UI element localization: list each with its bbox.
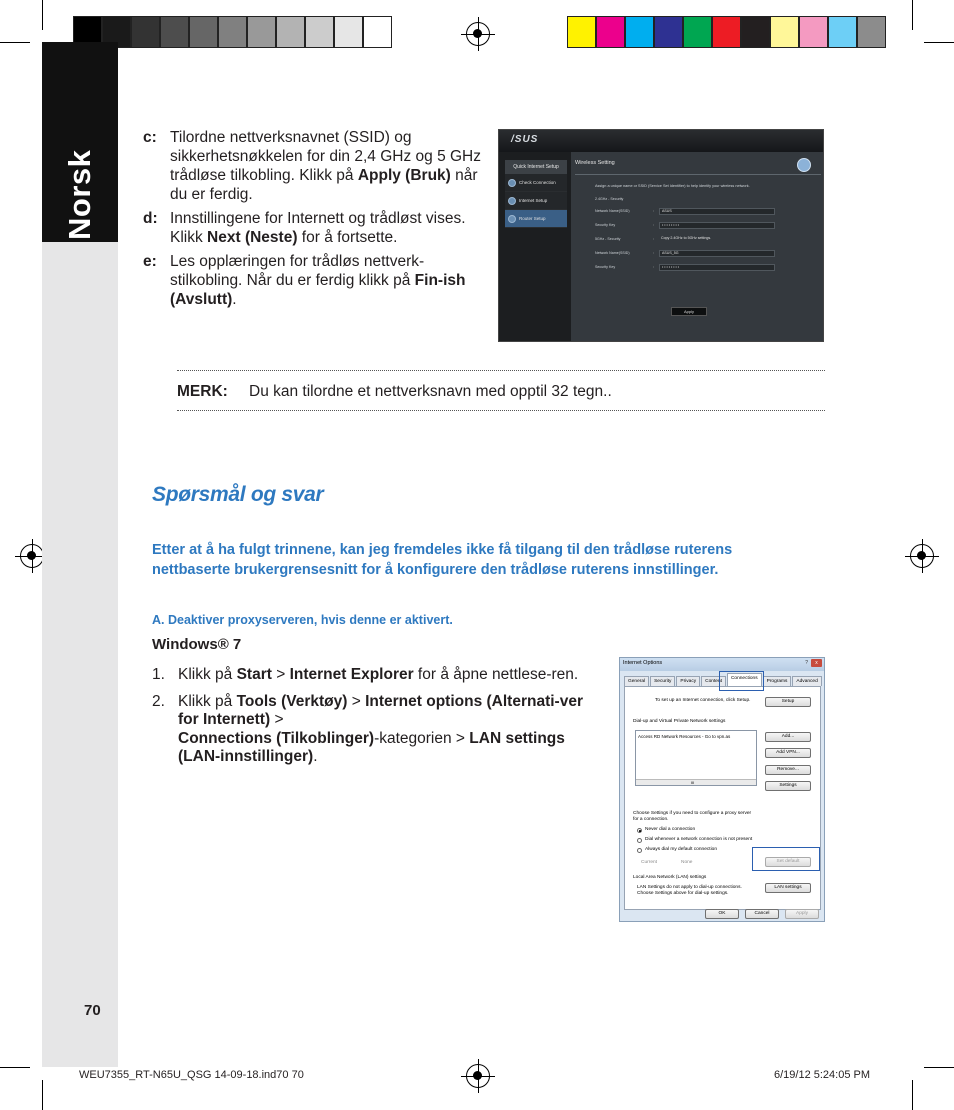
key-24-input[interactable]: • • • • • • • • — [659, 222, 775, 229]
step-list — [143, 128, 483, 314]
color-swatch — [305, 16, 334, 48]
asus-main-panel — [571, 152, 824, 342]
step-d — [143, 209, 483, 247]
color-swatch — [189, 16, 218, 48]
help-icon[interactable]: ? — [805, 660, 808, 666]
color-swatch — [683, 16, 712, 48]
current-label: Current — [641, 860, 657, 865]
color-swatch — [131, 16, 160, 48]
color-swatch — [334, 16, 363, 48]
step-c — [143, 128, 483, 204]
color-swatch — [741, 16, 770, 48]
current-value: None — [681, 860, 693, 865]
setup-text: To set up an Internet connection, click Setup. — [655, 698, 751, 703]
ssid-24-input[interactable]: ASUS — [659, 208, 775, 215]
asus-nav-item-check[interactable]: Check Connection — [505, 174, 567, 192]
step-text: Tilordne nettverksnavnet (SSID) og sikkerhetsnøkkelen for din 2,4 GHz og 5 GHz trådløse tilkobling. Klikk på Apply (Bruk) når du er ferdig. — [170, 129, 481, 203]
tab-general[interactable]: General — [624, 676, 649, 686]
color-swatch — [654, 16, 683, 48]
asus-nav-head: Quick Internet Setup — [505, 160, 567, 174]
internet-options-screenshot — [619, 657, 825, 922]
asus-nav — [505, 160, 567, 228]
copy-settings-checkbox[interactable]: Copy 2.4GHz to 5GHz settings. — [661, 236, 712, 240]
asus-row-ssid-24: Network Name(SSID) : ASUS — [595, 208, 775, 216]
sidebar-language-label: Norsk — [62, 149, 97, 240]
tab-advanced[interactable]: Advanced — [792, 676, 821, 686]
radio-dial-when[interactable] — [637, 838, 642, 843]
cancel-button[interactable]: Cancel — [745, 909, 779, 919]
numbered-step-list — [152, 666, 607, 775]
asus-description: Assign a unique name or SSID (Service Set Identifier) to help identify your wireless network. — [595, 184, 750, 188]
section-title: Spørsmål og svar — [152, 483, 324, 506]
asus-nav-item-router[interactable]: Router Setup — [505, 210, 567, 228]
crop-mark — [42, 1080, 43, 1110]
registration-mark-icon — [910, 544, 934, 568]
asus-panel-title: Wireless Setting — [575, 160, 615, 166]
close-icon[interactable]: x — [811, 659, 822, 667]
check-icon — [508, 179, 516, 187]
step-letter: d: — [143, 210, 158, 227]
radio-always-dial[interactable] — [637, 848, 642, 853]
footer-file-info: WEU7355_RT-N65U_QSG 14-09-18.ind70 70 — [79, 1069, 304, 1081]
router-icon — [508, 215, 516, 223]
tab-security[interactable]: Security — [650, 676, 675, 686]
add-button[interactable]: Add... — [765, 732, 811, 742]
color-swatch — [625, 16, 654, 48]
crop-mark — [912, 1080, 913, 1110]
note-divider-top — [177, 370, 825, 371]
color-swatch — [276, 16, 305, 48]
settings-button[interactable]: Settings — [765, 781, 811, 791]
globe-icon — [508, 197, 516, 205]
crop-mark — [0, 42, 30, 43]
asus-row-key-24: Security Key : • • • • • • • • — [595, 222, 775, 230]
add-vpn-button[interactable]: Add VPN... — [765, 748, 811, 758]
lan-settings-highlight — [752, 847, 820, 871]
ok-button[interactable]: OK — [705, 909, 739, 919]
step-letter: e: — [143, 253, 157, 270]
key-5g-input[interactable]: • • • • • • • • — [659, 264, 775, 271]
color-swatch-bar — [567, 16, 886, 48]
crop-mark — [42, 0, 43, 30]
crop-mark — [924, 42, 954, 43]
vpn-list[interactable] — [635, 730, 757, 786]
page-number: 70 — [84, 1002, 101, 1019]
home-icon[interactable] — [797, 158, 811, 172]
radio-never-label: Never dial a connection — [645, 827, 696, 832]
dialup-label: Dial-up and Virtual Private Network settings — [633, 719, 726, 724]
note-label: MERK: — [177, 383, 228, 400]
radio-never-dial[interactable] — [637, 828, 642, 833]
faq-answer-a: A. Deaktiver proxyserveren, hvis denne er aktivert. — [152, 613, 453, 627]
asus-wireless-setting-screenshot — [498, 129, 824, 342]
tab-programs[interactable]: Programs — [763, 676, 792, 686]
numbered-step-2: 2. Klikk på Tools (Verktøy) > Internet options (Alternati-ver for Internett) > Connections (Tilkoblinger)-kategorien > LAN settings (LAN-innstillinger). — [152, 692, 583, 765]
asus-logo: /SUS — [511, 134, 539, 145]
lan-label: Local Area Network (LAN) settings — [633, 875, 707, 880]
color-swatch — [363, 16, 392, 48]
footer-timestamp: 6/19/12 5:24:05 PM — [774, 1069, 871, 1081]
asus-row-ssid-5g: Network Name(SSID) : ASUS_5G — [595, 250, 775, 258]
color-swatch — [218, 16, 247, 48]
asus-nav-item-internet[interactable]: Internet Setup — [505, 192, 567, 210]
radio-dial-when-label: Dial whenever a network connection is not present — [645, 837, 753, 842]
color-swatch — [247, 16, 276, 48]
radio-always-label: Always dial my default connection — [645, 847, 717, 852]
horizontal-scrollbar[interactable]: III — [636, 779, 756, 785]
ssid-5g-input[interactable]: ASUS_5G — [659, 250, 775, 257]
tab-connections[interactable]: Connections — [727, 673, 762, 686]
crop-mark — [912, 0, 913, 30]
asus-row-24-heading: 2.4GHz - Security — [595, 197, 624, 201]
crop-mark — [0, 1067, 30, 1068]
registration-mark-icon — [20, 544, 44, 568]
remove-button[interactable]: Remove... — [765, 765, 811, 775]
faq-question: Etter at å ha fulgt trinnene, kan jeg fremdeles ikke få tilgang til den trådløse ruterens nettbaserte brukergrensesnitt for å konfigurere den trådløse ruterens innstillinger. — [152, 542, 733, 578]
step-text: Les opplæringen for trådløs nettverk-stilkobling. Når du er ferdig klikk på Fin-ish (Avslutt). — [170, 253, 466, 308]
gray-swatch-bar — [73, 16, 392, 48]
os-heading: Windows® 7 — [152, 636, 242, 653]
step-e — [143, 252, 483, 309]
tab-content[interactable]: Content — [701, 676, 726, 686]
connections-panel — [624, 686, 821, 910]
color-swatch — [160, 16, 189, 48]
registration-mark-icon — [466, 1064, 490, 1088]
crop-mark — [924, 1067, 954, 1068]
step-text: Innstillingene for Internett og trådløst vises. Klikk Next (Neste) for å fortsette. — [170, 210, 466, 246]
registration-mark-icon — [466, 22, 490, 46]
lan-text: LAN Settings do not apply to dial-up connections. Choose Settings above for dial-up settings. — [637, 885, 742, 896]
color-swatch — [828, 16, 857, 48]
setup-button[interactable]: Setup — [765, 697, 811, 707]
divider — [575, 174, 821, 175]
set-default-button[interactable]: Set default — [765, 857, 811, 867]
asus-header — [499, 130, 823, 152]
color-swatch — [857, 16, 886, 48]
asus-row-key-5g: Security Key : • • • • • • • • — [595, 264, 775, 272]
asus-row-5g-heading: 5GHz - Security : Copy 2.4GHz to 5GHz settings. — [595, 236, 775, 244]
tab-privacy[interactable]: Privacy — [676, 676, 700, 686]
dialog-titlebar — [620, 658, 824, 671]
color-swatch — [799, 16, 828, 48]
apply-button[interactable]: Apply — [785, 909, 819, 919]
note — [177, 383, 612, 401]
numbered-step-1: 1. Klikk på Start > Internet Explorer for å åpne nettlese-ren. — [152, 666, 579, 683]
list-item[interactable]: Access RD Network Resources - Go to vpn.as — [638, 734, 731, 739]
dialog-title: Internet Options — [623, 660, 663, 666]
connections-tab-highlight — [719, 671, 764, 691]
note-divider-bottom — [177, 410, 825, 411]
step-letter: c: — [143, 129, 157, 146]
asus-apply-button[interactable]: Apply — [671, 307, 707, 316]
lan-settings-button[interactable]: LAN settings — [765, 883, 811, 893]
color-swatch — [567, 16, 596, 48]
proxy-text: Choose Settings if you need to configure a proxy server for a connection. — [633, 811, 752, 822]
note-text: Du kan tilordne et nettverksnavn med opptil 32 tegn.. — [249, 383, 612, 400]
color-swatch — [596, 16, 625, 48]
color-swatch — [770, 16, 799, 48]
color-swatch — [712, 16, 741, 48]
